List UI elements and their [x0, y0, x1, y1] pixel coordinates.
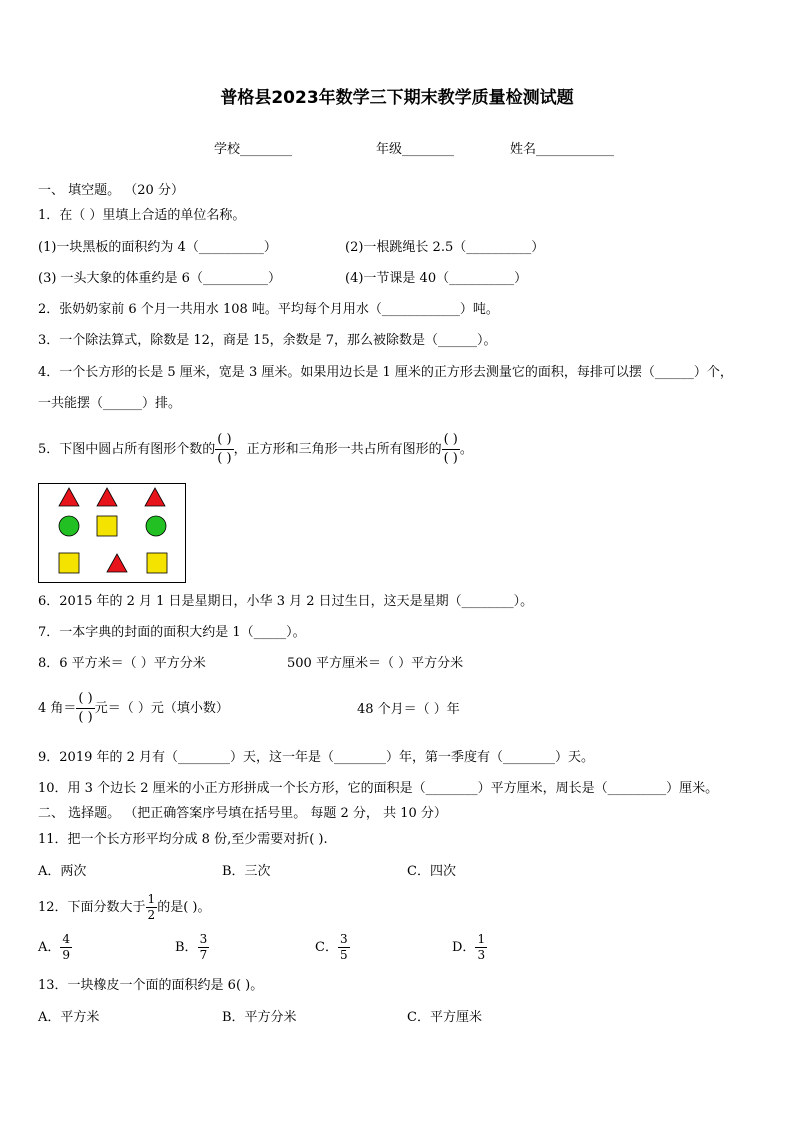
q11-option-b: B．三次: [222, 864, 271, 879]
q12-option-c: [315, 930, 350, 966]
school-field: 学校________: [214, 142, 293, 157]
triangle-shape: [145, 488, 165, 506]
q8-c-post: 元＝（ ）元（填小数）: [94, 701, 229, 716]
q12-b-num: 3: [199, 932, 208, 946]
q12-a-label: A．: [38, 940, 61, 955]
q8-c-frac-num: ( ): [76, 691, 94, 709]
q8-d: 48 个月＝（ ）年: [357, 702, 460, 717]
q8-c-pre: 4 角＝: [38, 701, 77, 716]
q9: 9．2019 年的 2 月有（________）天，这一年是（________）年，第一季度有（________）天。: [38, 750, 595, 765]
q3: 3．一个除法算式，除数是 12，商是 15，余数是 7，那么被除数是（______）。: [38, 333, 497, 348]
q12-half-den: 2: [147, 908, 156, 922]
q12-a-den: 9: [62, 948, 71, 962]
q5-fraction-1: [215, 432, 233, 467]
q5-part2: ，正方形和三角形一共占所有图形的: [233, 442, 442, 457]
section-2-heading: 二、 选择题。 （把正确答案序号填在括号里。 每题 2 分， 共 10 分）: [38, 806, 447, 821]
triangle-shape: [97, 488, 117, 506]
q12-c-fraction: [338, 933, 350, 962]
circle-shape: [146, 516, 166, 536]
q12-c-num: 3: [339, 932, 348, 946]
q12-half-num: 1: [147, 892, 156, 906]
q12-d-num: 1: [477, 932, 486, 946]
q12-stem: [38, 891, 210, 925]
name-field: 姓名____________: [510, 142, 615, 157]
q5-fraction-2: [442, 432, 460, 467]
q12-half-fraction: [146, 893, 158, 922]
circle-shape: [59, 516, 79, 536]
q1-d: (4)一节课是 40（__________）: [345, 271, 528, 286]
q1-stem: 1．在（ ）里填上合适的单位名称。: [38, 208, 246, 223]
q12-stem-post: 的是( )。: [157, 900, 211, 915]
q8-c-fraction: [76, 691, 94, 726]
q13-option-c: C．平方厘米: [407, 1010, 482, 1025]
q12-b-label: B．: [175, 940, 198, 955]
q10: 10．用 3 个边长 2 厘米的小正方形拼成一个长方形，它的面积是（________）平方厘米，周长是（_________）厘米。: [38, 781, 719, 796]
q4-line1: 4．一个长方形的长是 5 厘米，宽是 3 厘米。如果用边长是 1 厘米的正方形去测量它的面积，每排可以摆（______）个，: [38, 365, 733, 380]
q2: 2．张奶奶家前 6 个月一共用水 108 吨。平均每个月用水（____________）吨。: [38, 302, 499, 317]
q8-a: 8．6 平方米＝（ ）平方分米: [38, 656, 206, 671]
triangle-shape: [59, 488, 79, 506]
q12-option-a: [38, 930, 72, 966]
q12-c-den: 5: [339, 948, 348, 962]
q5-part1: 5．下图中圆占所有图形个数的: [38, 442, 216, 457]
grade-field: 年级________: [376, 142, 455, 157]
q11-stem: 11．把一个长方形平均分成 8 份,至少需要对折( ).: [38, 832, 328, 847]
q12-b-fraction: [198, 933, 210, 962]
q5-frac2-num: ( ): [442, 432, 460, 450]
q12-option-d: [452, 930, 487, 966]
q12-d-fraction: [475, 933, 487, 962]
triangle-shape: [107, 554, 127, 572]
q13-option-a: A．平方米: [38, 1010, 100, 1025]
q8-c: [38, 690, 229, 728]
q11-option-a: A．两次: [38, 864, 87, 879]
q12-a-num: 4: [62, 932, 71, 946]
q8-c-frac-den: ( ): [78, 710, 93, 725]
page-title: 普格县2023年数学三下期末教学质量检测试题: [220, 88, 574, 108]
q12-a-fraction: [60, 933, 72, 962]
square-shape: [97, 516, 117, 536]
q12-c-label: C．: [315, 940, 338, 955]
q12-d-den: 3: [477, 948, 486, 962]
square-shape: [59, 553, 79, 573]
q13-stem: 13．一块橡皮一个面的面积约是 6( )。: [38, 978, 264, 993]
q5: [38, 432, 473, 468]
square-shape: [147, 553, 167, 573]
q7: 7．一本字典的封面的面积大约是 1（_____）。: [38, 625, 306, 640]
q1-b: (2)一根跳绳长 2.5（__________）: [345, 240, 545, 255]
q6: 6．2015 年的 2 月 1 日是星期日，小华 3 月 2 日过生日，这天是星期（________）。: [38, 594, 534, 609]
q13-option-b: B．平方分米: [222, 1010, 297, 1025]
q11-option-c: C．四次: [407, 864, 456, 879]
q5-frac2-den: ( ): [443, 451, 458, 466]
q8-b: 500 平方厘米＝（ ）平方分米: [287, 656, 464, 671]
q12-d-label: D．: [452, 940, 476, 955]
shapes-svg: [39, 484, 185, 582]
q4-line2: 一共能摆（______）排。: [38, 396, 182, 411]
q5-frac1-num: ( ): [215, 432, 233, 450]
q5-part3: 。: [459, 442, 473, 457]
q5-frac1-den: ( ): [217, 451, 232, 466]
section-1-heading: 一、 填空题。 （20 分）: [38, 183, 184, 198]
q12-option-b: [175, 930, 209, 966]
q1-a: (1)一块黑板的面积约为 4（__________）: [38, 240, 277, 255]
q12-b-den: 7: [199, 948, 208, 962]
q1-c: (3) 一头大象的体重约是 6（__________）: [38, 271, 281, 286]
shapes-figure: [38, 483, 186, 583]
q12-stem-pre: 12．下面分数大于: [38, 900, 146, 915]
